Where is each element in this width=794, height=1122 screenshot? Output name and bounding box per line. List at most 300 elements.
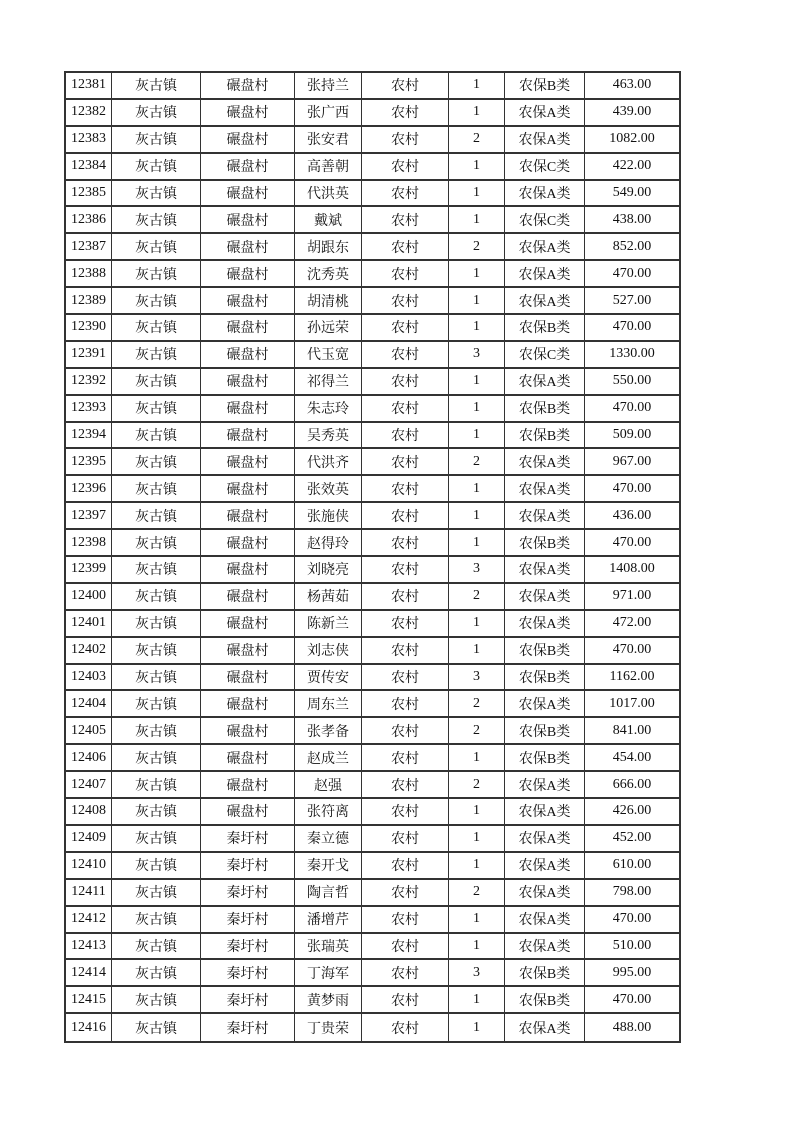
cell-residence-type: 农村: [362, 718, 449, 745]
cell-village: 碾盘村: [201, 584, 295, 611]
cell-amount: 470.00: [585, 476, 679, 503]
table-row: [66, 207, 679, 234]
cell-person-name: 张持兰: [295, 73, 362, 100]
table-row: [66, 261, 679, 288]
cell-residence-type: 农村: [362, 880, 449, 907]
cell-person-count: 1: [449, 1014, 505, 1041]
cell-person-count: 2: [449, 718, 505, 745]
cell-serial-number: 12412: [66, 907, 112, 934]
cell-town: 灰古镇: [112, 127, 201, 154]
cell-town: 灰古镇: [112, 853, 201, 880]
cell-amount: 438.00: [585, 207, 679, 234]
cell-town: 灰古镇: [112, 288, 201, 315]
cell-serial-number: 12415: [66, 987, 112, 1014]
cell-person-name: 赵得玲: [295, 530, 362, 557]
records-table: [64, 71, 681, 1043]
cell-residence-type: 农村: [362, 234, 449, 261]
cell-town: 灰古镇: [112, 181, 201, 208]
cell-residence-type: 农村: [362, 396, 449, 423]
cell-village: 碾盘村: [201, 772, 295, 799]
cell-amount: 426.00: [585, 799, 679, 826]
cell-amount: 470.00: [585, 987, 679, 1014]
cell-serial-number: 12381: [66, 73, 112, 100]
cell-person-name: 代洪英: [295, 181, 362, 208]
cell-insurance-class: 农保A类: [505, 476, 585, 503]
cell-town: 灰古镇: [112, 423, 201, 450]
cell-residence-type: 农村: [362, 745, 449, 772]
table-row: [66, 530, 679, 557]
cell-amount: 463.00: [585, 73, 679, 100]
table-row: [66, 665, 679, 692]
table-row: [66, 154, 679, 181]
cell-village: 碾盘村: [201, 369, 295, 396]
cell-town: 灰古镇: [112, 476, 201, 503]
cell-insurance-class: 农保B类: [505, 665, 585, 692]
cell-town: 灰古镇: [112, 772, 201, 799]
cell-person-name: 孙远荣: [295, 315, 362, 342]
cell-insurance-class: 农保C类: [505, 207, 585, 234]
cell-residence-type: 农村: [362, 288, 449, 315]
table-row: [66, 960, 679, 987]
cell-serial-number: 12383: [66, 127, 112, 154]
cell-insurance-class: 农保B类: [505, 960, 585, 987]
cell-person-count: 3: [449, 557, 505, 584]
table-row: [66, 611, 679, 638]
cell-amount: 1408.00: [585, 557, 679, 584]
cell-amount: 439.00: [585, 100, 679, 127]
cell-amount: 995.00: [585, 960, 679, 987]
cell-amount: 666.00: [585, 772, 679, 799]
cell-serial-number: 12411: [66, 880, 112, 907]
cell-village: 碾盘村: [201, 691, 295, 718]
cell-amount: 967.00: [585, 449, 679, 476]
table-row: [66, 288, 679, 315]
cell-person-name: 秦立德: [295, 826, 362, 853]
cell-residence-type: 农村: [362, 584, 449, 611]
cell-person-name: 赵成兰: [295, 745, 362, 772]
cell-person-count: 2: [449, 127, 505, 154]
cell-serial-number: 12385: [66, 181, 112, 208]
cell-village: 碾盘村: [201, 127, 295, 154]
cell-village: 碾盘村: [201, 423, 295, 450]
cell-village: 碾盘村: [201, 611, 295, 638]
cell-insurance-class: 农保A类: [505, 127, 585, 154]
cell-insurance-class: 农保A类: [505, 234, 585, 261]
cell-town: 灰古镇: [112, 880, 201, 907]
cell-serial-number: 12398: [66, 530, 112, 557]
table-row: [66, 799, 679, 826]
cell-town: 灰古镇: [112, 342, 201, 369]
cell-town: 灰古镇: [112, 960, 201, 987]
cell-village: 秦圩村: [201, 907, 295, 934]
table-row: [66, 691, 679, 718]
cell-insurance-class: 农保A类: [505, 691, 585, 718]
cell-person-count: 1: [449, 396, 505, 423]
cell-insurance-class: 农保A类: [505, 100, 585, 127]
cell-village: 碾盘村: [201, 799, 295, 826]
cell-insurance-class: 农保A类: [505, 1014, 585, 1041]
cell-residence-type: 农村: [362, 665, 449, 692]
cell-serial-number: 12402: [66, 638, 112, 665]
cell-residence-type: 农村: [362, 1014, 449, 1041]
cell-insurance-class: 农保A类: [505, 288, 585, 315]
cell-person-name: 张施侠: [295, 503, 362, 530]
table-row: [66, 987, 679, 1014]
cell-serial-number: 12404: [66, 691, 112, 718]
cell-residence-type: 农村: [362, 154, 449, 181]
cell-village: 碾盘村: [201, 342, 295, 369]
cell-person-count: 1: [449, 73, 505, 100]
table-row: [66, 557, 679, 584]
cell-person-count: 2: [449, 584, 505, 611]
cell-insurance-class: 农保A类: [505, 261, 585, 288]
cell-person-name: 朱志玲: [295, 396, 362, 423]
cell-amount: 454.00: [585, 745, 679, 772]
cell-insurance-class: 农保A类: [505, 853, 585, 880]
cell-person-name: 胡清桃: [295, 288, 362, 315]
table-row: [66, 423, 679, 450]
cell-serial-number: 12407: [66, 772, 112, 799]
table-row: [66, 503, 679, 530]
cell-residence-type: 农村: [362, 369, 449, 396]
cell-insurance-class: 农保A类: [505, 826, 585, 853]
cell-amount: 452.00: [585, 826, 679, 853]
cell-residence-type: 农村: [362, 315, 449, 342]
cell-person-count: 2: [449, 449, 505, 476]
cell-insurance-class: 农保A类: [505, 611, 585, 638]
cell-person-count: 1: [449, 476, 505, 503]
cell-serial-number: 12413: [66, 934, 112, 961]
cell-residence-type: 农村: [362, 261, 449, 288]
cell-person-count: 1: [449, 207, 505, 234]
cell-town: 灰古镇: [112, 369, 201, 396]
cell-village: 碾盘村: [201, 315, 295, 342]
cell-person-name: 张效英: [295, 476, 362, 503]
cell-village: 秦圩村: [201, 987, 295, 1014]
cell-town: 灰古镇: [112, 261, 201, 288]
cell-insurance-class: 农保B类: [505, 745, 585, 772]
cell-amount: 436.00: [585, 503, 679, 530]
cell-serial-number: 12396: [66, 476, 112, 503]
cell-serial-number: 12389: [66, 288, 112, 315]
cell-person-name: 赵强: [295, 772, 362, 799]
cell-residence-type: 农村: [362, 853, 449, 880]
cell-village: 秦圩村: [201, 1014, 295, 1041]
cell-serial-number: 12401: [66, 611, 112, 638]
cell-person-count: 2: [449, 691, 505, 718]
cell-person-count: 1: [449, 638, 505, 665]
cell-amount: 1162.00: [585, 665, 679, 692]
cell-person-count: 1: [449, 315, 505, 342]
cell-person-count: 1: [449, 261, 505, 288]
table-row: [66, 638, 679, 665]
cell-person-count: 2: [449, 234, 505, 261]
table-row: [66, 907, 679, 934]
cell-insurance-class: 农保A类: [505, 880, 585, 907]
cell-serial-number: 12405: [66, 718, 112, 745]
cell-residence-type: 农村: [362, 907, 449, 934]
table-row: [66, 1014, 679, 1041]
cell-person-count: 1: [449, 745, 505, 772]
cell-residence-type: 农村: [362, 611, 449, 638]
cell-person-name: 沈秀英: [295, 261, 362, 288]
cell-amount: 798.00: [585, 880, 679, 907]
cell-person-count: 1: [449, 907, 505, 934]
cell-insurance-class: 农保A类: [505, 503, 585, 530]
cell-person-count: 1: [449, 369, 505, 396]
table-row: [66, 880, 679, 907]
cell-town: 灰古镇: [112, 207, 201, 234]
cell-amount: 1082.00: [585, 127, 679, 154]
cell-residence-type: 农村: [362, 557, 449, 584]
cell-town: 灰古镇: [112, 234, 201, 261]
cell-town: 灰古镇: [112, 907, 201, 934]
cell-village: 碾盘村: [201, 476, 295, 503]
cell-residence-type: 农村: [362, 127, 449, 154]
cell-insurance-class: 农保B类: [505, 423, 585, 450]
cell-person-count: 1: [449, 826, 505, 853]
cell-person-count: 1: [449, 181, 505, 208]
cell-serial-number: 12390: [66, 315, 112, 342]
cell-village: 碾盘村: [201, 557, 295, 584]
cell-village: 碾盘村: [201, 181, 295, 208]
cell-amount: 510.00: [585, 934, 679, 961]
cell-town: 灰古镇: [112, 154, 201, 181]
cell-serial-number: 12394: [66, 423, 112, 450]
cell-person-name: 刘志侠: [295, 638, 362, 665]
cell-amount: 610.00: [585, 853, 679, 880]
cell-village: 碾盘村: [201, 154, 295, 181]
table-row: [66, 745, 679, 772]
cell-town: 灰古镇: [112, 665, 201, 692]
cell-insurance-class: 农保A类: [505, 799, 585, 826]
cell-insurance-class: 农保C类: [505, 342, 585, 369]
cell-village: 秦圩村: [201, 934, 295, 961]
cell-town: 灰古镇: [112, 503, 201, 530]
cell-residence-type: 农村: [362, 772, 449, 799]
table-row: [66, 449, 679, 476]
cell-serial-number: 12416: [66, 1014, 112, 1041]
cell-amount: 971.00: [585, 584, 679, 611]
cell-person-name: 张广西: [295, 100, 362, 127]
cell-residence-type: 农村: [362, 530, 449, 557]
cell-amount: 509.00: [585, 423, 679, 450]
cell-town: 灰古镇: [112, 718, 201, 745]
cell-village: 秦圩村: [201, 960, 295, 987]
cell-person-count: 1: [449, 987, 505, 1014]
cell-serial-number: 12395: [66, 449, 112, 476]
cell-insurance-class: 农保A类: [505, 772, 585, 799]
cell-amount: 470.00: [585, 396, 679, 423]
cell-town: 灰古镇: [112, 449, 201, 476]
cell-person-count: 1: [449, 934, 505, 961]
cell-insurance-class: 农保A类: [505, 907, 585, 934]
cell-village: 秦圩村: [201, 853, 295, 880]
cell-amount: 841.00: [585, 718, 679, 745]
cell-person-count: 3: [449, 342, 505, 369]
cell-town: 灰古镇: [112, 987, 201, 1014]
cell-person-count: 3: [449, 665, 505, 692]
cell-person-count: 1: [449, 611, 505, 638]
cell-insurance-class: 农保B类: [505, 718, 585, 745]
cell-amount: 1330.00: [585, 342, 679, 369]
cell-insurance-class: 农保B类: [505, 396, 585, 423]
cell-village: 碾盘村: [201, 665, 295, 692]
cell-village: 秦圩村: [201, 826, 295, 853]
cell-person-name: 高善朝: [295, 154, 362, 181]
cell-amount: 550.00: [585, 369, 679, 396]
cell-insurance-class: 农保A类: [505, 584, 585, 611]
cell-insurance-class: 农保B类: [505, 73, 585, 100]
cell-serial-number: 12410: [66, 853, 112, 880]
cell-person-name: 代洪齐: [295, 449, 362, 476]
cell-residence-type: 农村: [362, 207, 449, 234]
cell-residence-type: 农村: [362, 638, 449, 665]
cell-person-name: 张瑞英: [295, 934, 362, 961]
cell-person-count: 2: [449, 772, 505, 799]
cell-town: 灰古镇: [112, 1014, 201, 1041]
cell-person-name: 胡跟东: [295, 234, 362, 261]
table-row: [66, 934, 679, 961]
cell-village: 碾盘村: [201, 207, 295, 234]
cell-amount: 422.00: [585, 154, 679, 181]
cell-village: 碾盘村: [201, 288, 295, 315]
table-row: [66, 100, 679, 127]
cell-insurance-class: 农保B类: [505, 987, 585, 1014]
cell-town: 灰古镇: [112, 557, 201, 584]
cell-person-name: 秦开戈: [295, 853, 362, 880]
table-row: [66, 826, 679, 853]
cell-village: 碾盘村: [201, 449, 295, 476]
cell-person-name: 张孝备: [295, 718, 362, 745]
cell-serial-number: 12386: [66, 207, 112, 234]
cell-town: 灰古镇: [112, 530, 201, 557]
cell-village: 碾盘村: [201, 396, 295, 423]
cell-town: 灰古镇: [112, 826, 201, 853]
cell-insurance-class: 农保C类: [505, 154, 585, 181]
cell-town: 灰古镇: [112, 100, 201, 127]
cell-insurance-class: 农保B类: [505, 315, 585, 342]
cell-person-name: 陶言哲: [295, 880, 362, 907]
cell-person-name: 潘增芹: [295, 907, 362, 934]
cell-amount: 488.00: [612, 1019, 652, 1035]
cell-person-count: 2: [449, 880, 505, 907]
table-row: [66, 342, 679, 369]
cell-village: 碾盘村: [201, 261, 295, 288]
cell-amount: 470.00: [585, 638, 679, 665]
table-row: [66, 234, 679, 261]
cell-amount: 549.00: [585, 181, 679, 208]
cell-residence-type: 农村: [362, 181, 449, 208]
cell-town: 灰古镇: [112, 638, 201, 665]
cell-residence-type: 农村: [362, 423, 449, 450]
cell-residence-type: 农村: [362, 503, 449, 530]
cell-person-name: 张安君: [295, 127, 362, 154]
table-row: [66, 396, 679, 423]
cell-serial-number: 12388: [66, 261, 112, 288]
cell-residence-type: 农村: [362, 799, 449, 826]
cell-person-name: 杨茜茹: [295, 584, 362, 611]
cell-residence-type: 农村: [362, 960, 449, 987]
cell-insurance-class: 农保A类: [505, 449, 585, 476]
cell-village: 秦圩村: [201, 880, 295, 907]
cell-town: 灰古镇: [112, 799, 201, 826]
cell-serial-number: 12397: [66, 503, 112, 530]
cell-town: 灰古镇: [112, 934, 201, 961]
cell-insurance-class: 农保A类: [505, 369, 585, 396]
cell-amount: 470.00: [585, 907, 679, 934]
cell-town: 灰古镇: [112, 745, 201, 772]
cell-person-count: 3: [449, 960, 505, 987]
cell-person-name: 祁得兰: [295, 369, 362, 396]
cell-amount: 470.00: [585, 261, 679, 288]
cell-amount: 852.00: [585, 234, 679, 261]
cell-person-name: 陈新兰: [295, 611, 362, 638]
cell-person-name: 张符离: [295, 799, 362, 826]
cell-person-count: 1: [449, 288, 505, 315]
cell-person-count: 1: [449, 503, 505, 530]
cell-amount: 470.00: [585, 315, 679, 342]
cell-amount: 470.00: [585, 530, 679, 557]
cell-serial-number: 12414: [66, 960, 112, 987]
table-row: [66, 127, 679, 154]
cell-amount: 527.00: [585, 288, 679, 315]
cell-person-name: 黄梦雨: [295, 987, 362, 1014]
cell-person-name: 贾传安: [295, 665, 362, 692]
cell-town: 灰古镇: [112, 691, 201, 718]
cell-serial-number: 12409: [66, 826, 112, 853]
table-row: [66, 73, 679, 100]
cell-person-name: 代玉宽: [295, 342, 362, 369]
cell-person-name: 丁贵荣: [295, 1014, 362, 1041]
cell-person-count: 1: [449, 100, 505, 127]
table-row: [66, 181, 679, 208]
table-row: [66, 584, 679, 611]
cell-serial-number: 12403: [66, 665, 112, 692]
cell-town: 灰古镇: [112, 315, 201, 342]
cell-serial-number: 12400: [66, 584, 112, 611]
cell-village: 碾盘村: [201, 234, 295, 261]
cell-serial-number: 12391: [66, 342, 112, 369]
cell-insurance-class: 农保A类: [505, 934, 585, 961]
cell-village: 碾盘村: [201, 73, 295, 100]
table-row: [66, 772, 679, 799]
cell-amount: 472.00: [585, 611, 679, 638]
cell-village: 碾盘村: [201, 638, 295, 665]
cell-person-name: 周东兰: [295, 691, 362, 718]
cell-person-count: 1: [449, 154, 505, 181]
cell-insurance-class: 农保B类: [505, 638, 585, 665]
cell-town: 灰古镇: [112, 73, 201, 100]
cell-village: 碾盘村: [201, 718, 295, 745]
cell-town: 灰古镇: [112, 584, 201, 611]
cell-residence-type: 农村: [362, 934, 449, 961]
cell-residence-type: 农村: [362, 449, 449, 476]
cell-insurance-class: 农保A类: [505, 557, 585, 584]
cell-town: 灰古镇: [112, 611, 201, 638]
cell-person-name: 刘晓亮: [295, 557, 362, 584]
cell-residence-type: 农村: [362, 100, 449, 127]
table-row: [66, 315, 679, 342]
cell-residence-type: 农村: [362, 826, 449, 853]
cell-person-count: 1: [449, 853, 505, 880]
cell-serial-number: 12393: [66, 396, 112, 423]
cell-residence-type: 农村: [362, 476, 449, 503]
cell-residence-type: 农村: [362, 987, 449, 1014]
cell-serial-number: 12399: [66, 557, 112, 584]
cell-residence-type: 农村: [362, 691, 449, 718]
cell-village: 碾盘村: [201, 503, 295, 530]
